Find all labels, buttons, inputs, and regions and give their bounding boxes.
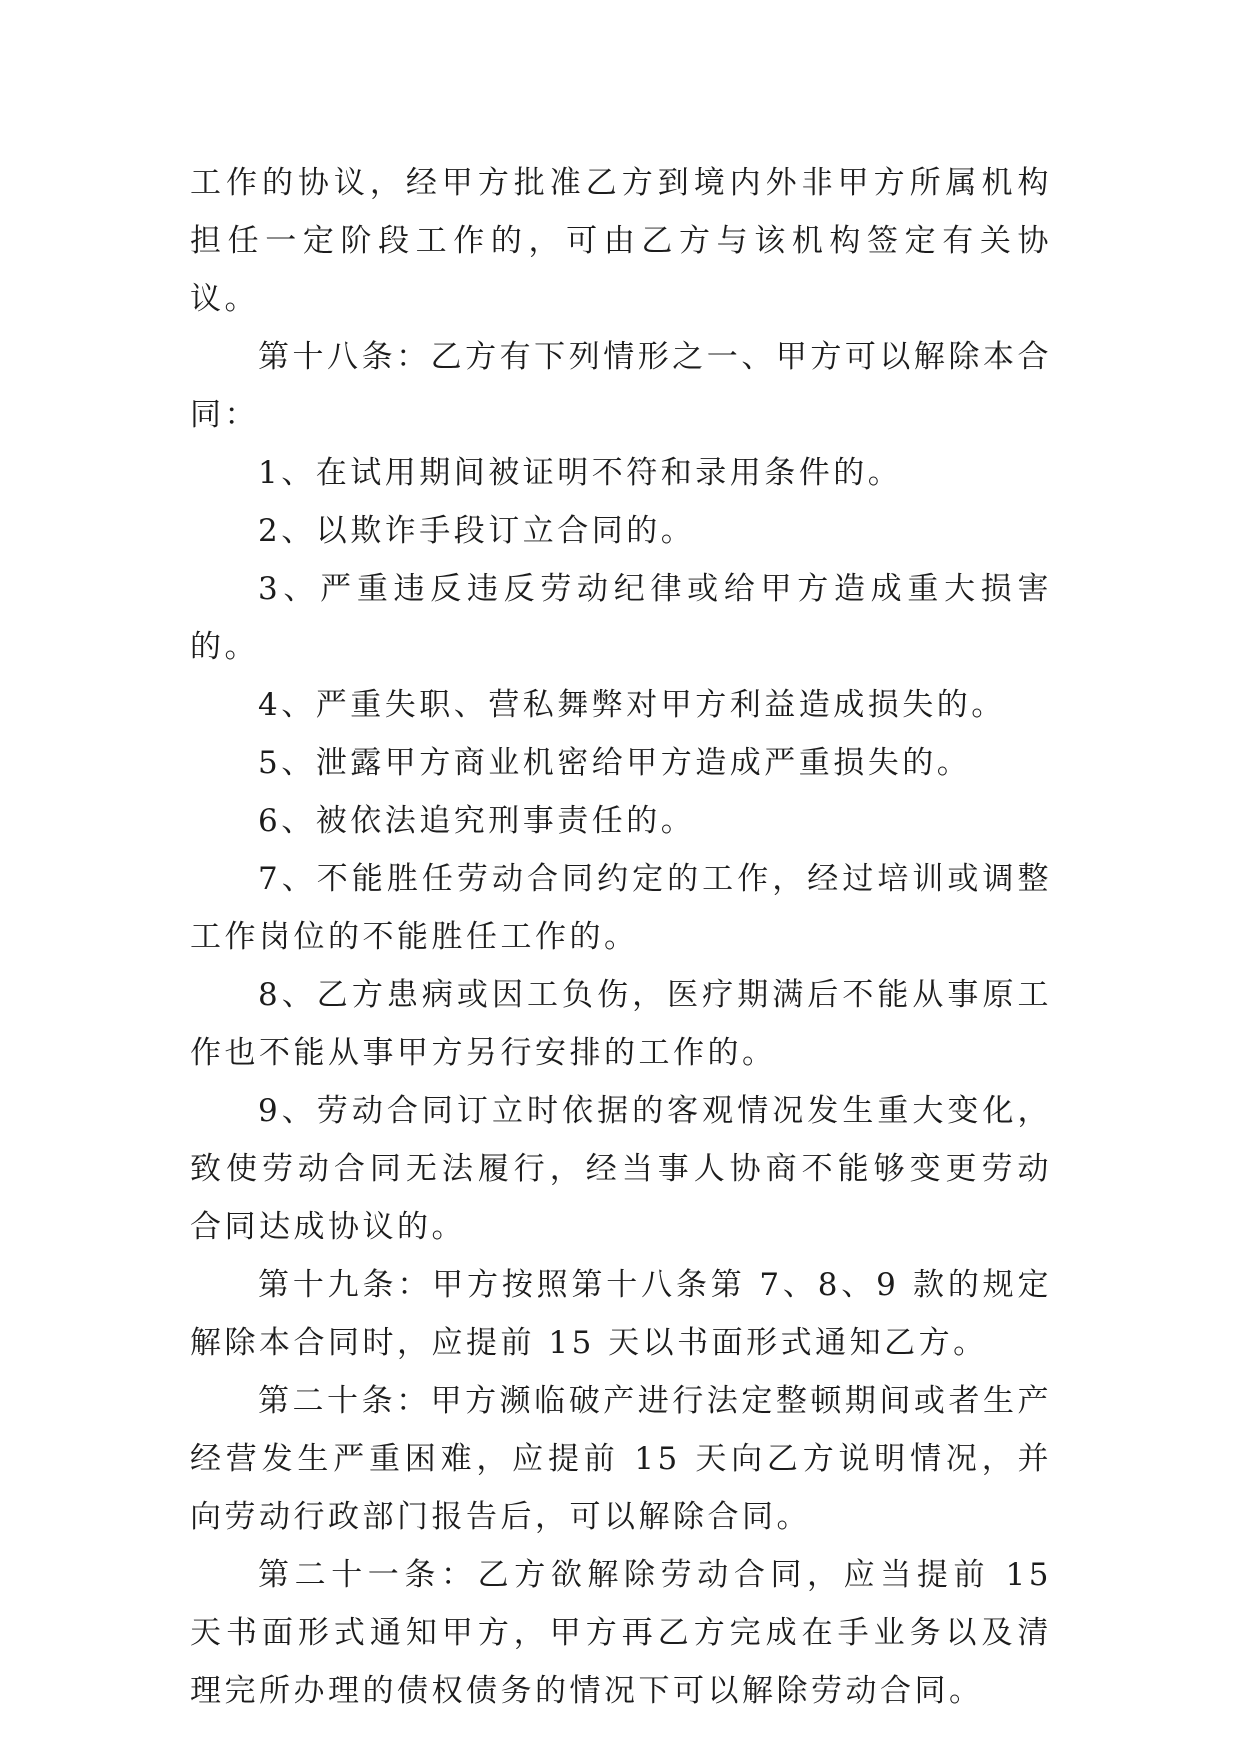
- list-item-8: 8、乙方患病或因工负伤，医疗期满后不能从事原工作也不能从事甲方另行安排的工作的。: [190, 977, 1052, 1071]
- document-body: [190, 154, 1052, 1720]
- paragraph-article-20: 第二十条：甲方濒临破产进行法定整顿期间或者生产经营发生严重困难，应提前 15 天向乙方说明情况，并向劳动行政部门报告后，可以解除合同。: [190, 1383, 1052, 1535]
- paragraph-article-21: 第二十一条：乙方欲解除劳动合同，应当提前 15 天书面形式通知甲方，甲方再乙方完成在手业务以及清理完所办理的债权债务的情况下可以解除劳动合同。: [190, 1557, 1052, 1709]
- list-item-4: 4、严重失职、营私舞弊对甲方利益造成损失的。: [258, 687, 1006, 723]
- list-item-3: 3、严重违反违反劳动纪律或给甲方造成重大损害的。: [190, 571, 1052, 665]
- list-item-7: 7、不能胜任劳动合同约定的工作，经过培训或调整工作岗位的不能胜任工作的。: [190, 861, 1052, 955]
- list-item-9: 9、劳动合同订立时依据的客观情况发生重大变化，致使劳动合同无法履行，经当事人协商不能够变更劳动合同达成协议的。: [190, 1093, 1052, 1245]
- paragraph-article-19: 第十九条：甲方按照第十八条第 7、8、9 款的规定解除本合同时，应提前 15 天以书面形式通知乙方。: [190, 1267, 1052, 1361]
- list-item-2: 2、以欺诈手段订立合同的。: [258, 513, 696, 549]
- list-item-5: 5、泄露甲方商业机密给甲方造成严重损失的。: [258, 745, 972, 781]
- list-item-1: 1、在试用期间被证明不符和录用条件的。: [258, 455, 903, 491]
- paragraph-continuation: 工作的协议，经甲方批准乙方到境内外非甲方所属机构担任一定阶段工作的，可由乙方与该机构签定有关协议。: [190, 165, 1052, 317]
- paragraph-article-18: 第十八条：乙方有下列情形之一、甲方可以解除本合同：: [190, 339, 1052, 433]
- list-item-6: 6、被依法追究刑事责任的。: [258, 803, 696, 839]
